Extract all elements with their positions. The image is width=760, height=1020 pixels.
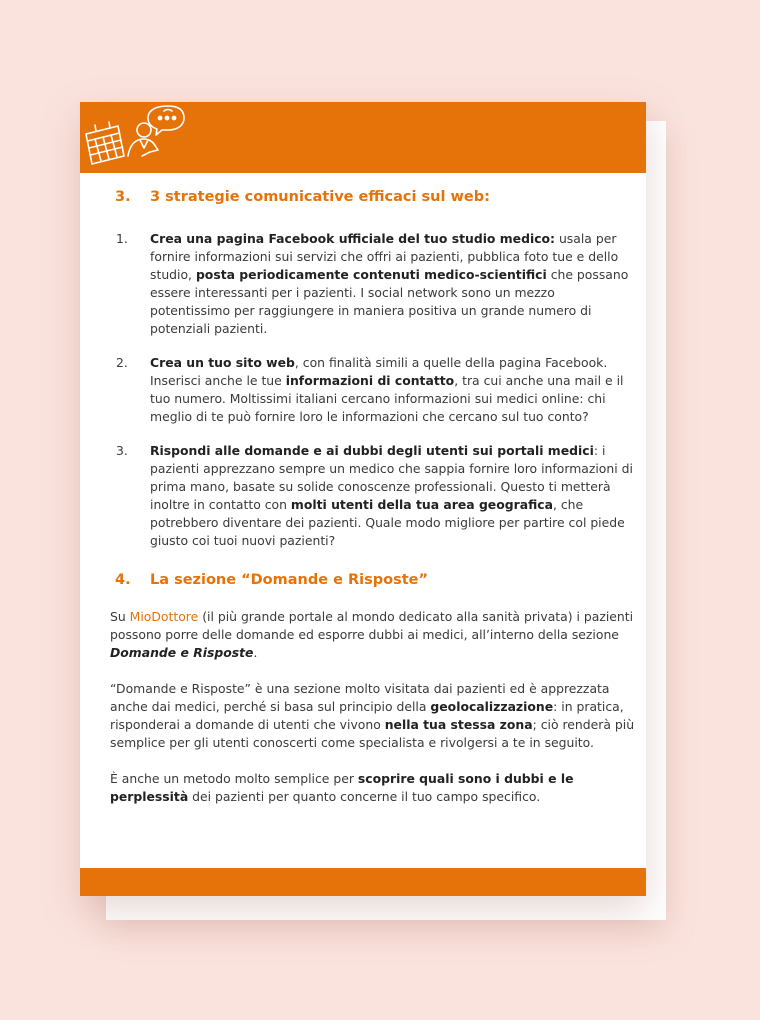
bold-text: scoprire quali sono i dubbi e le perplessità [110, 771, 574, 804]
bold-text: geolocalizzazione [430, 699, 554, 714]
list-item [110, 354, 636, 426]
section-number: 4. [115, 572, 131, 588]
section-heading-3 [110, 187, 636, 207]
list-item-number: 2. [116, 355, 128, 370]
bold-text: informazioni di contatto [285, 373, 455, 388]
miodottore-link[interactable]: MioDottore [129, 609, 199, 624]
content [110, 187, 636, 806]
text: , tra cui anche una mail e il tuo numero. Moltissimi italiani cercano informazioni sui medici online: chi meglio di te può fornire loro le informazioni che cercano sul tuo conto? [150, 373, 624, 424]
list-item [110, 230, 636, 338]
paragraph-dubbi [110, 770, 636, 806]
header-band [80, 102, 646, 173]
text: : i pazienti apprezzano sempre un medico che sappia fornire loro informazioni di prima mano, basate su solide conoscenze professionali. Questo ti metterà inoltre in contatto con [150, 443, 633, 512]
section-title: 3 strategie comunicative efficaci sul web: [150, 189, 490, 205]
list-item-text [150, 442, 636, 550]
text: dei pazienti per quanto concerne il tuo campo specifico. [188, 789, 541, 804]
text: ; ciò renderà più semplice per gli utenti conoscerti come specialista e rivolgersi a te in seguito. [110, 717, 635, 750]
text: È anche un metodo molto semplice per [110, 771, 358, 786]
bold-text: posta periodicamente contenuti medico-scientifici [195, 267, 547, 282]
text: usala per fornire informazioni sui servizi che offri ai pazienti, pubblica foto tue e dello studio, [150, 231, 619, 282]
header-icons [82, 104, 186, 170]
text: “Domande e Risposte” è una sezione molto visitata dai pazienti ed è apprezzata anche dai medici, perché si basa sul principio della [110, 681, 610, 714]
bold-text: molti utenti della tua area geografica [290, 497, 553, 512]
calendar-icon [86, 122, 124, 164]
emphasis-text: Domande e Risposte [110, 645, 254, 660]
section-number: 3. [115, 189, 131, 205]
bold-text: Rispondi alle domande e ai dubbi degli utenti sui portali medici [150, 443, 594, 458]
bold-text: nella tua stessa zona [384, 717, 533, 732]
list-item [110, 442, 636, 550]
document-page [80, 102, 646, 896]
list-item-text [150, 230, 636, 338]
text: , che potrebbero diventare dei pazienti. Quale modo migliore per partire col piede giusto coi tuoi nuovi pazienti? [150, 497, 625, 548]
strategy-list [110, 230, 636, 550]
bold-text: Crea un tuo sito web [150, 355, 295, 370]
footer-band [80, 868, 646, 896]
bold-text: Crea una pagina Facebook ufficiale del tuo studio medico: [150, 231, 556, 246]
section-heading-4 [110, 570, 636, 590]
text: che possano essere interessanti per i pazienti. I social network sono un mezzo potentissimo per raggiungere in maniera positiva un grande numero di potenziali pazienti. [150, 267, 629, 336]
text: (il più grande portale al mondo dedicato alla sanità privata) i pazienti possono porre delle domande ed esporre dubbi ai medici, all’interno della sezione [110, 609, 634, 642]
text: , con finalità simili a quelle della pagina Facebook. Inserisci anche le tue [150, 355, 608, 388]
text: : in pratica, risponderai a domande di utenti che vivono [110, 699, 624, 732]
text: . [253, 645, 258, 660]
text: Su [110, 609, 130, 624]
list-item-number: 1. [116, 231, 128, 246]
doctor-chat-icon [128, 106, 184, 156]
list-item-number: 3. [116, 443, 128, 458]
list-item-text [150, 354, 636, 426]
section-title: La sezione “Domande e Risposte” [150, 572, 429, 588]
paragraph-geolocalizzazione [110, 680, 636, 752]
paragraph-miodottore [110, 608, 636, 662]
